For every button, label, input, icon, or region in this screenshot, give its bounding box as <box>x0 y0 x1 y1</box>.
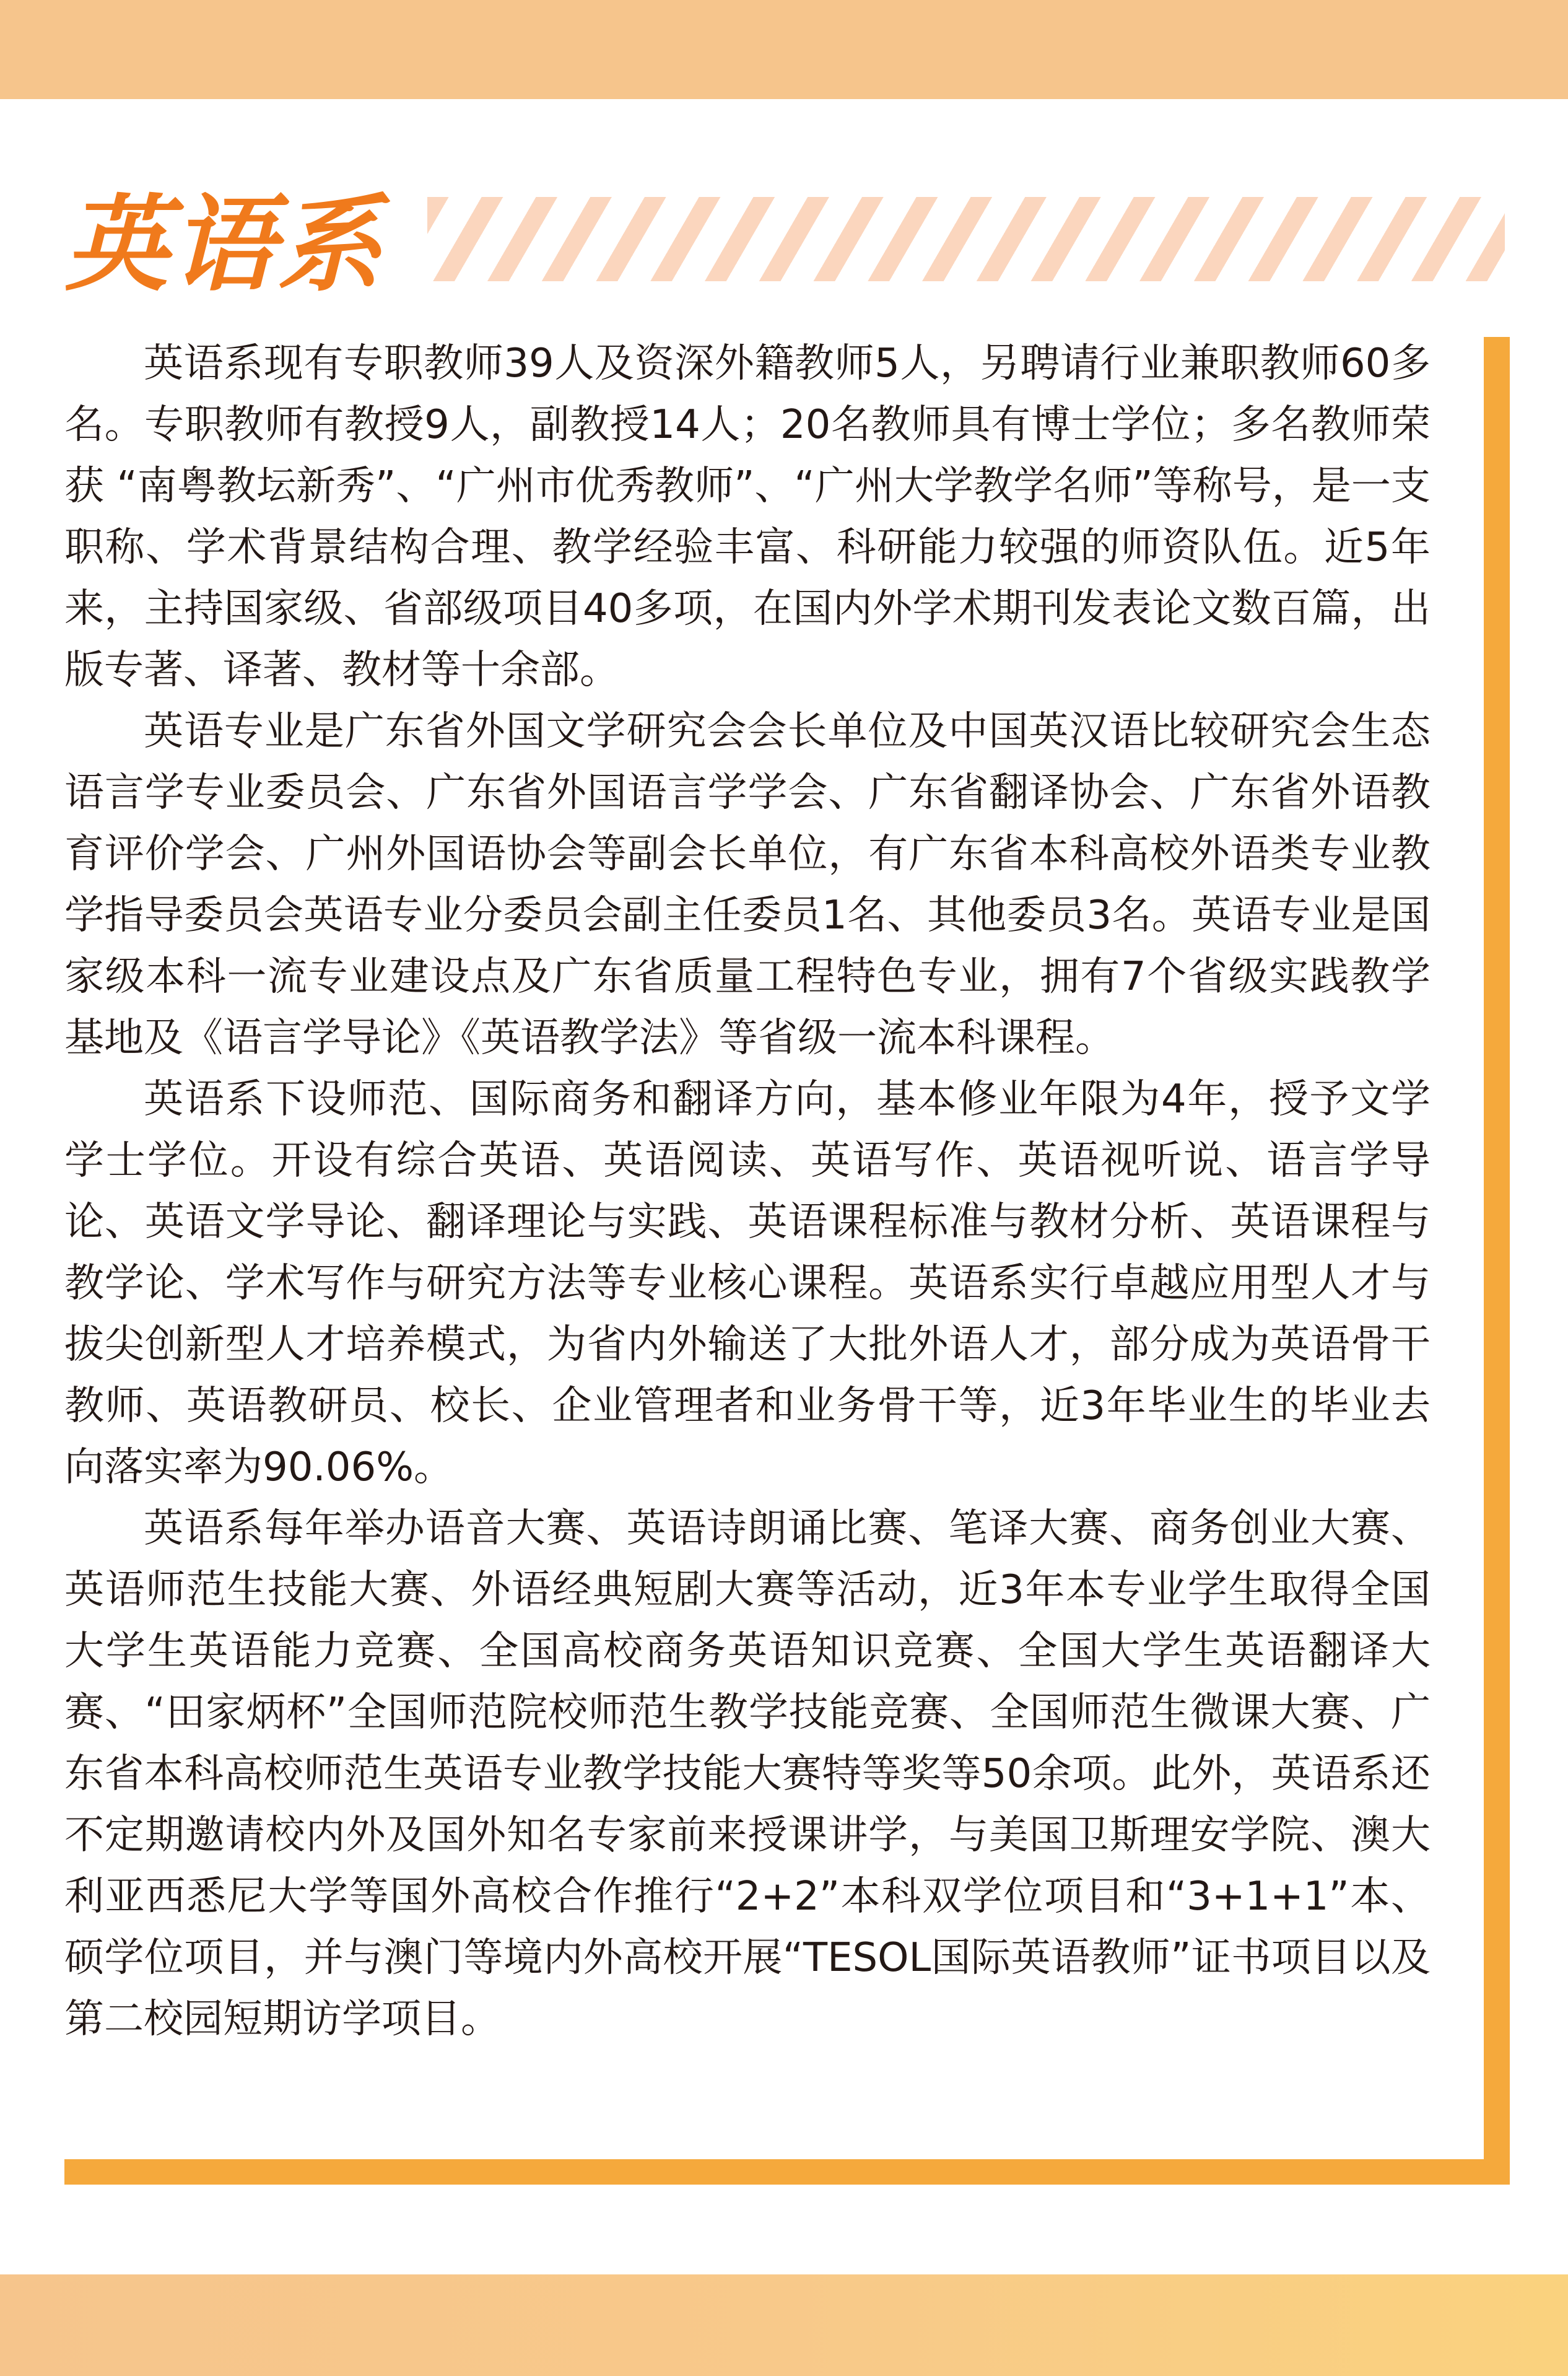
paragraph-major: 英语专业是广东省外国文学研究会会长单位及中国英汉语比较研究会生态语言学专业委员会、广东省外国语言学学会、广东省翻译协会、广东省外语教育评价学会、广州外国语协会等副会长单位，有广东省本科高校外语类专业教学指导委员会英语专业分委员会副主任委员1名、其他委员3名。英语专业是国家级本科一流专业建设点及广东省质量工程特色专业，拥有7个省级实践教学基地及《语言学导论》《英语教学法》等省级一流本科课程。 <box>64 709 1431 1061</box>
frame-right-border <box>1484 337 1510 2185</box>
frame-bottom-border <box>64 2159 1510 2185</box>
page-title: 英语系 <box>64 184 384 305</box>
body-text <box>64 333 1431 2050</box>
paragraph-curriculum: 英语系下设师范、国际商务和翻译方向，基本修业年限为4年，授予文学学士学位。开设有综合英语、英语阅读、英语写作、英语视听说、语言学导论、英语文学导论、翻译理论与实践、英语课程标准与教材分析、英语课程与教学论、学术写作与研究方法等专业核心课程。英语系实行卓越应用型人才与拔尖创新型人才培养模式，为省内外输送了大批外语人才，部分成为英语骨干教师、英语教研员、校长、企业管理者和业务骨干等，近3年毕业生的毕业去向落实率为90.06%。 <box>64 1077 1431 1490</box>
bottom-decorative-band <box>0 2274 1568 2376</box>
top-decorative-band <box>0 0 1568 99</box>
paragraph-faculty: 英语系现有专职教师39人及资深外籍教师5人，另聘请行业兼职教师60多名。专职教师有教授9人，副教授14人；20名教师具有博士学位；多名教师荣获 “南粤教坛新秀”、“广州市优秀教师”、“广州大学教学名师”等称号，是一支职称、学术背景结构合理、教学经验丰富、科研能力较强的师资队伍。近5年来，主持国家级、省部级项目40多项，在国内外学术期刊发表论文数百篇，出版专著、译著、教材等十余部。 <box>64 341 1431 693</box>
paragraph-activities: 英语系每年举办语音大赛、英语诗朗诵比赛、笔译大赛、商务创业大赛、英语师范生技能大赛、外语经典短剧大赛等活动，近3年本专业学生取得全国大学生英语能力竞赛、全国高校商务英语知识竞赛、全国大学生英语翻译大赛、“田家炳杯”全国师范院校师范生教学技能竞赛、全国师范生微课大赛、广东省本科高校师范生英语专业教学技能大赛特等奖等50余项。此外，英语系还不定期邀请校内外及国外知名专家前来授课讲学，与美国卫斯理安学院、澳大利亚西悉尼大学等国外高校合作推行“2+2”本科双学位项目和“3+1+1”本、硕学位项目，并与澳门等境内外高校开展“TESOL国际英语教师”证书项目以及第二校园短期访学项目。 <box>64 1506 1431 2042</box>
title-stripe-decoration <box>427 197 1505 281</box>
